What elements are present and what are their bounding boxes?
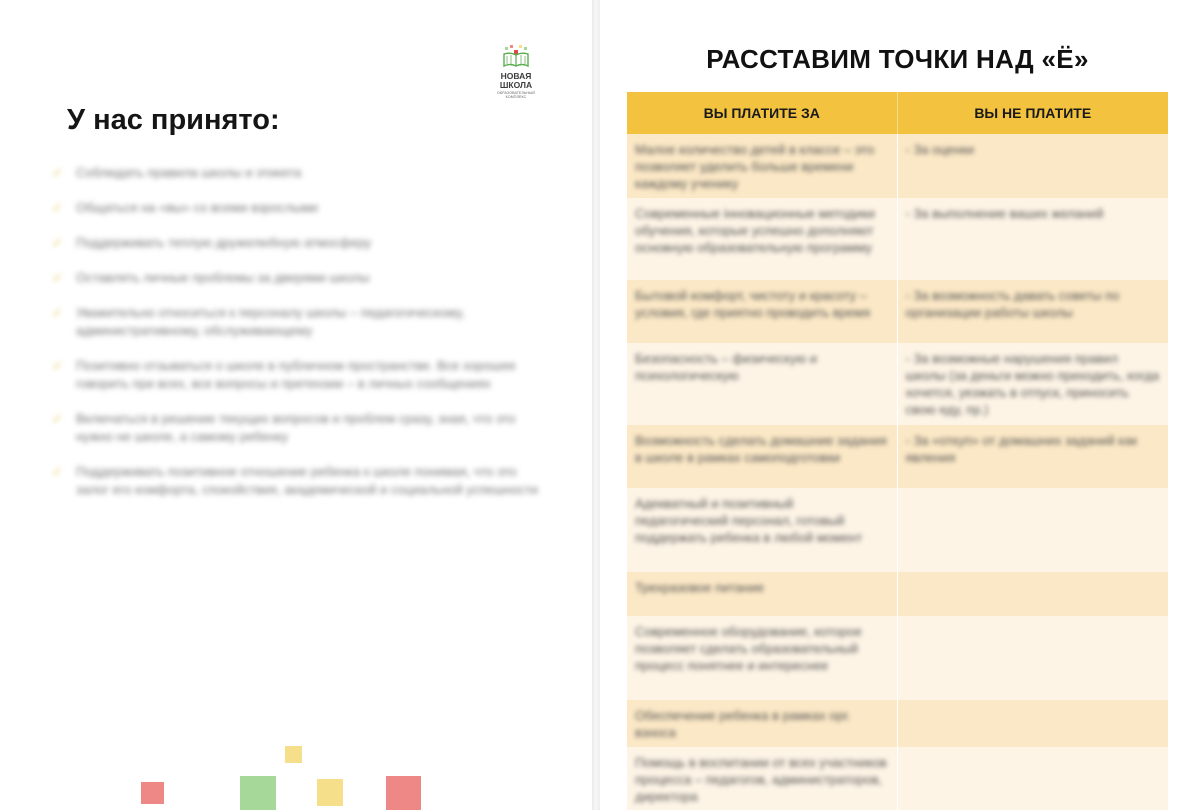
rule-item bbox=[52, 164, 542, 182]
table-row bbox=[627, 488, 1168, 572]
pay-cell: Современное оборудование, которое позволяет сделать образовательный процесс понятнее и интереснее bbox=[627, 616, 897, 700]
table-row bbox=[627, 280, 1168, 343]
book-logo-icon bbox=[502, 44, 530, 70]
rules-list bbox=[52, 164, 542, 516]
not-pay-cell: - За «откуп» от домашних заданий как явления bbox=[897, 425, 1168, 488]
payment-table bbox=[627, 92, 1168, 810]
rule-text: Уважительно относиться к персоналу школы – педагогическому, административному, обслуживающему bbox=[76, 305, 465, 338]
rule-text: Поддерживать позитивное отношение ребенка к школе понимая, что это залог его комфорта, спокойствия, академической и социальной успешности bbox=[76, 464, 539, 497]
table-row bbox=[627, 572, 1168, 616]
table-row bbox=[627, 134, 1168, 198]
rule-item bbox=[52, 234, 542, 252]
check-icon: ✓ bbox=[52, 358, 63, 373]
check-icon: ✓ bbox=[52, 464, 63, 479]
rule-item bbox=[52, 199, 542, 217]
not-pay-cell: - За оценки bbox=[897, 134, 1168, 198]
decor-square-yellow-small bbox=[285, 746, 302, 763]
rule-item bbox=[52, 269, 542, 287]
not-pay-cell bbox=[897, 747, 1168, 810]
not-pay-cell bbox=[897, 700, 1168, 747]
check-icon: ✓ bbox=[52, 235, 63, 250]
check-icon: ✓ bbox=[52, 411, 63, 426]
left-page bbox=[0, 0, 592, 810]
rule-text: Позитивно отзываться о школе в публичном пространстве. Все хорошее говорить при всех, все вопросы и претензии – в личных сообщениях bbox=[76, 358, 516, 391]
school-logo bbox=[494, 44, 538, 100]
decor-square-yellow bbox=[317, 779, 343, 806]
rule-text: Включаться в решение текущих вопросов и проблем сразу, зная, что это нужно не школе, а самому ребенку bbox=[76, 411, 516, 444]
page-gutter bbox=[592, 0, 600, 810]
pay-cell: Современные інновационные методики обучения, которые успешно дополняют основную образовательную программу bbox=[627, 198, 897, 280]
rule-text: Оставлять личные проблемы за дверями школы bbox=[76, 270, 370, 285]
rule-item bbox=[52, 304, 542, 340]
rule-item bbox=[52, 463, 542, 499]
not-pay-cell: - За возможные нарушения правил школы (за деньги можно приходить, когда хочется, уезжать в отпуск, приносить свою еду, пр.) bbox=[897, 343, 1168, 425]
check-icon: ✓ bbox=[52, 270, 63, 285]
table-row bbox=[627, 198, 1168, 280]
decor-square-red bbox=[141, 782, 164, 804]
check-icon: ✓ bbox=[52, 200, 63, 215]
header-you-pay: ВЫ ПЛАТИТЕ ЗА bbox=[627, 92, 897, 134]
pay-cell: Помощь в воспитании от всех участников процесса – педагогов, администраторов, директора bbox=[627, 747, 897, 810]
rule-text: Поддерживать теплую дружелюбную атмосферу bbox=[76, 235, 372, 250]
check-icon: ✓ bbox=[52, 165, 63, 180]
pay-cell: Обеспечение ребенка в рамках орг. взноса bbox=[627, 700, 897, 747]
pay-cell: Бытовой комфорт, чистоту и красоту – условия, где приятно проводить время bbox=[627, 280, 897, 343]
pay-cell: Малое количество детей в классе – это позволяет уделить больше времени каждому ученику bbox=[627, 134, 897, 198]
pay-cell: Безопасность – физическую и психологическую bbox=[627, 343, 897, 425]
not-pay-cell bbox=[897, 488, 1168, 572]
right-page bbox=[600, 0, 1199, 810]
left-page-heading: У нас принято: bbox=[67, 104, 280, 136]
pay-cell: Возможность сделать домашние задания в школе в рамках самоподготовки bbox=[627, 425, 897, 488]
table-row bbox=[627, 425, 1168, 488]
rule-item bbox=[52, 410, 542, 446]
pay-cell: Адекватный и позитивный педагогический персонал, готовый поддержать ребенка в любой момент bbox=[627, 488, 897, 572]
not-pay-cell bbox=[897, 616, 1168, 700]
table-row bbox=[627, 343, 1168, 425]
rule-text: Соблюдать правила школы и этикета bbox=[76, 165, 302, 180]
logo-text-line2: ШКОЛА bbox=[499, 80, 533, 90]
not-pay-cell: - За возможность давать советы по организации работы школы bbox=[897, 280, 1168, 343]
check-icon: ✓ bbox=[52, 305, 63, 320]
table-row bbox=[627, 747, 1168, 810]
logo-text-line1: НОВАЯ bbox=[500, 71, 532, 81]
rule-text: Общаться на «вы» со всеми взрослыми bbox=[76, 200, 319, 215]
header-you-dont-pay: ВЫ НЕ ПЛАТИТЕ bbox=[897, 92, 1168, 134]
rule-item bbox=[52, 357, 542, 393]
logo-tagline: ОБРАЗОВАТЕЛЬНЫЙ КОМПЛЕКС bbox=[496, 91, 536, 99]
not-pay-cell bbox=[897, 572, 1168, 616]
table-header-row bbox=[627, 92, 1168, 134]
pay-cell: Трехразовое питание bbox=[627, 572, 897, 616]
table-row bbox=[627, 616, 1168, 700]
decor-square-green bbox=[240, 776, 276, 810]
decor-square-red-large bbox=[386, 776, 421, 810]
table-row bbox=[627, 700, 1168, 747]
right-page-title: РАССТАВИМ ТОЧКИ НАД «Ё» bbox=[706, 44, 1089, 74]
not-pay-cell: - За выполнение ваших желаний bbox=[897, 198, 1168, 280]
